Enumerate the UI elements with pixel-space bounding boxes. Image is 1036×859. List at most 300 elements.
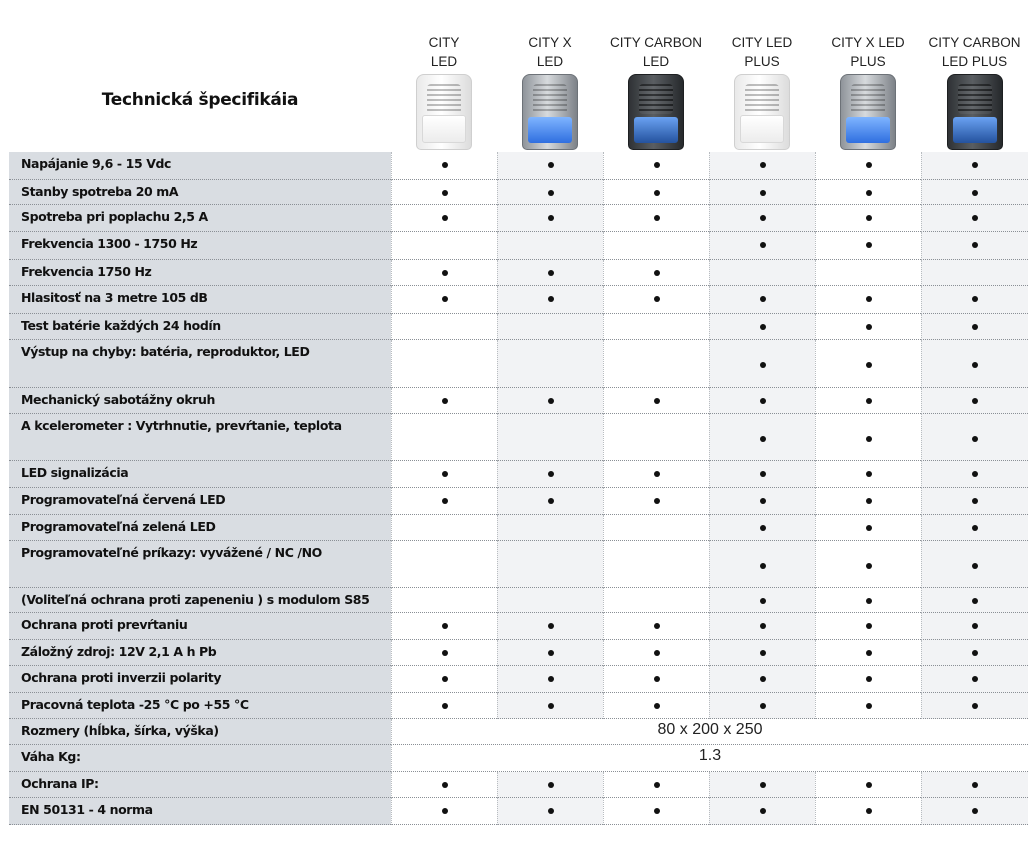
feature-cell: [709, 515, 815, 541]
feature-cell: [921, 180, 1028, 205]
feature-cell: [391, 180, 497, 205]
feature-cell: [815, 488, 921, 515]
table-row: [9, 588, 1028, 613]
feature-dot: [972, 362, 978, 368]
feature-dot: [442, 162, 448, 168]
feature-dot: [760, 162, 766, 168]
feature-dot: [972, 703, 978, 709]
feature-dot: [866, 162, 872, 168]
feature-dot: [548, 270, 554, 276]
feature-cell: [921, 205, 1028, 232]
feature-dot: [442, 190, 448, 196]
table-row: [9, 286, 1028, 314]
feature-cell: [603, 232, 709, 260]
feature-dot: [866, 650, 872, 656]
feature-cell: [603, 388, 709, 414]
feature-dot: [866, 362, 872, 368]
feature-cell: [497, 461, 603, 488]
row-label: Test batérie každých 24 hodín: [9, 314, 391, 340]
feature-dot: [972, 471, 978, 477]
row-label: Hlasitosť na 3 metre 105 dB: [9, 286, 391, 314]
feature-cell: [391, 286, 497, 314]
feature-cell: [709, 232, 815, 260]
feature-cell: [709, 488, 815, 515]
feature-cell: [815, 515, 921, 541]
feature-dot: [760, 436, 766, 442]
feature-cell: [603, 152, 709, 180]
column-header-line1: CITY X LED: [831, 35, 905, 50]
feature-cell: [709, 772, 815, 798]
feature-dot: [760, 324, 766, 330]
feature-cell: [391, 541, 497, 588]
feature-dot: [972, 650, 978, 656]
column-header-line2: LED PLUS: [941, 54, 1008, 69]
table-row: [9, 314, 1028, 340]
feature-dot: [866, 242, 872, 248]
flash-lens: [846, 117, 890, 143]
feature-dot: [442, 650, 448, 656]
feature-cell: [815, 340, 921, 388]
feature-cell: [603, 772, 709, 798]
flash-lens: [740, 115, 784, 143]
feature-cell: [815, 541, 921, 588]
table-row: [9, 461, 1028, 488]
feature-cell: [815, 286, 921, 314]
feature-cell: [815, 613, 921, 640]
feature-cell: [391, 388, 497, 414]
feature-dot: [654, 703, 660, 709]
feature-dot: [442, 808, 448, 814]
column-header-line1: CITY: [428, 35, 460, 50]
row-label: Spotreba pri poplachu 2,5 A: [9, 205, 391, 232]
row-label: Stanby spotreba 20 mA: [9, 180, 391, 205]
table-row: [9, 666, 1028, 693]
table-row: [9, 340, 1028, 388]
feature-dot: [654, 498, 660, 504]
feature-cell: [391, 340, 497, 388]
row-label: Frekvencia 1300 - 1750 Hz: [9, 232, 391, 260]
feature-cell: [603, 515, 709, 541]
table-row: [9, 152, 1028, 180]
column-header-line2: LED: [536, 54, 564, 69]
feature-cell: [921, 515, 1028, 541]
feature-dot: [760, 215, 766, 221]
feature-cell: [709, 461, 815, 488]
feature-cell: [391, 461, 497, 488]
column-header-line2: LED: [642, 54, 670, 69]
table-row: [9, 719, 1028, 745]
feature-cell: [815, 232, 921, 260]
feature-cell: [497, 488, 603, 515]
table-row: [9, 693, 1028, 719]
feature-cell: [709, 388, 815, 414]
table-row: [9, 388, 1028, 414]
feature-cell: [603, 340, 709, 388]
table-row: [9, 745, 1028, 772]
table-row: [9, 798, 1028, 825]
siren-product-image: [416, 74, 472, 150]
feature-cell: [603, 314, 709, 340]
feature-cell: [497, 340, 603, 388]
row-label: Pracovná teplota -25 °C po +55 °C: [9, 693, 391, 719]
feature-dot: [654, 162, 660, 168]
feature-cell: [815, 798, 921, 825]
feature-dot: [654, 296, 660, 302]
feature-dot: [548, 471, 554, 477]
flash-lens: [422, 115, 466, 143]
feature-cell: [497, 541, 603, 588]
table-row: [9, 488, 1028, 515]
feature-cell: [497, 314, 603, 340]
feature-cell: [603, 414, 709, 461]
siren-product-image: [840, 74, 896, 150]
merged-value-cell: 1.3: [391, 745, 1028, 772]
feature-cell: [709, 152, 815, 180]
feature-dot: [654, 398, 660, 404]
feature-cell: [603, 205, 709, 232]
feature-cell: [921, 693, 1028, 719]
table-row: [9, 205, 1028, 232]
feature-dot: [654, 270, 660, 276]
row-label: Programovateľná zelená LED: [9, 515, 391, 541]
feature-cell: [709, 414, 815, 461]
feature-cell: [815, 314, 921, 340]
feature-cell: [815, 640, 921, 666]
table-row: [9, 232, 1028, 260]
feature-cell: [391, 666, 497, 693]
feature-cell: [497, 640, 603, 666]
feature-cell: [391, 693, 497, 719]
feature-dot: [442, 676, 448, 682]
feature-cell: [497, 180, 603, 205]
feature-cell: [603, 613, 709, 640]
siren-product-image: [522, 74, 578, 150]
feature-cell: [391, 488, 497, 515]
feature-cell: [391, 772, 497, 798]
feature-dot: [866, 296, 872, 302]
row-label: Ochrana proti inverzii polarity: [9, 666, 391, 693]
feature-cell: [709, 588, 815, 613]
feature-cell: [709, 340, 815, 388]
row-label: Programovateľná červená LED: [9, 488, 391, 515]
feature-cell: [497, 515, 603, 541]
feature-dot: [972, 324, 978, 330]
feature-cell: [921, 260, 1028, 286]
row-label: Ochrana proti prevŕtaniu: [9, 613, 391, 640]
feature-cell: [921, 772, 1028, 798]
feature-cell: [497, 798, 603, 825]
feature-cell: [921, 666, 1028, 693]
feature-cell: [391, 515, 497, 541]
feature-dot: [760, 362, 766, 368]
feature-dot: [760, 190, 766, 196]
row-label: Programovateľné príkazy: vyvážené / NC /NO: [9, 541, 391, 588]
feature-dot: [548, 398, 554, 404]
feature-cell: [709, 613, 815, 640]
feature-dot: [548, 650, 554, 656]
feature-cell: [709, 286, 815, 314]
feature-cell: [921, 286, 1028, 314]
feature-cell: [709, 798, 815, 825]
table-row: [9, 640, 1028, 666]
feature-dot: [866, 215, 872, 221]
feature-cell: [709, 693, 815, 719]
feature-cell: [709, 314, 815, 340]
feature-cell: [603, 488, 709, 515]
page-title: Technická špecifikáia: [101, 90, 299, 110]
row-label: Rozmery (hĺbka, šírka, výška): [9, 719, 391, 745]
feature-cell: [815, 772, 921, 798]
feature-cell: [497, 666, 603, 693]
feature-cell: [815, 588, 921, 613]
siren-product-image: [628, 74, 684, 150]
feature-dot: [760, 398, 766, 404]
feature-cell: [603, 461, 709, 488]
table-row: [9, 414, 1028, 461]
feature-dot: [866, 324, 872, 330]
feature-cell: [921, 461, 1028, 488]
feature-dot: [760, 623, 766, 629]
feature-dot: [654, 782, 660, 788]
feature-cell: [815, 666, 921, 693]
feature-dot: [760, 703, 766, 709]
table-row: [9, 180, 1028, 205]
row-label: LED signalizácia: [9, 461, 391, 488]
column-header: [709, 33, 815, 71]
feature-cell: [815, 180, 921, 205]
flash-lens: [634, 117, 678, 143]
feature-dot: [866, 808, 872, 814]
feature-cell: [497, 613, 603, 640]
feature-dot: [654, 623, 660, 629]
feature-cell: [815, 414, 921, 461]
feature-cell: [603, 693, 709, 719]
row-label: EN 50131 - 4 norma: [9, 798, 391, 825]
feature-cell: [815, 693, 921, 719]
feature-dot: [654, 190, 660, 196]
column-header-line2: LED: [430, 54, 458, 69]
feature-cell: [391, 205, 497, 232]
feature-cell: [921, 388, 1028, 414]
feature-cell: [921, 152, 1028, 180]
flash-lens: [953, 117, 997, 143]
siren-product-image: [947, 74, 1003, 150]
feature-cell: [815, 260, 921, 286]
row-label: Záložný zdroj: 12V 2,1 A h Pb: [9, 640, 391, 666]
feature-cell: [603, 798, 709, 825]
feature-cell: [391, 152, 497, 180]
feature-dot: [654, 808, 660, 814]
feature-cell: [603, 666, 709, 693]
feature-dot: [548, 296, 554, 302]
feature-cell: [815, 388, 921, 414]
feature-cell: [391, 414, 497, 461]
feature-dot: [442, 471, 448, 477]
speaker-grille: [745, 84, 779, 114]
feature-cell: [921, 640, 1028, 666]
feature-dot: [442, 270, 448, 276]
feature-cell: [709, 640, 815, 666]
feature-cell: [921, 613, 1028, 640]
row-label: Výstup na chyby: batéria, reproduktor, LED: [9, 340, 391, 388]
feature-cell: [391, 260, 497, 286]
feature-dot: [548, 215, 554, 221]
feature-cell: [497, 772, 603, 798]
speaker-grille: [533, 84, 567, 114]
feature-dot: [866, 703, 872, 709]
feature-dot: [866, 436, 872, 442]
feature-dot: [442, 215, 448, 221]
feature-cell: [709, 260, 815, 286]
feature-cell: [603, 640, 709, 666]
feature-cell: [603, 286, 709, 314]
feature-dot: [866, 525, 872, 531]
feature-dot: [548, 162, 554, 168]
feature-dot: [442, 498, 448, 504]
feature-cell: [815, 461, 921, 488]
feature-cell: [603, 260, 709, 286]
feature-dot: [442, 782, 448, 788]
feature-dot: [866, 498, 872, 504]
feature-cell: [497, 414, 603, 461]
table-row: [9, 772, 1028, 798]
feature-dot: [972, 782, 978, 788]
feature-dot: [866, 398, 872, 404]
column-header: [815, 33, 921, 71]
table-row: [9, 613, 1028, 640]
column-header-line1: CITY LED: [731, 35, 793, 50]
feature-cell: [603, 588, 709, 613]
column-header-line1: CITY X: [528, 35, 572, 50]
feature-dot: [866, 598, 872, 604]
feature-dot: [654, 650, 660, 656]
feature-dot: [866, 563, 872, 569]
feature-dot: [972, 242, 978, 248]
feature-cell: [815, 205, 921, 232]
feature-dot: [972, 296, 978, 302]
row-label: A kcelerometer : Vytrhnutie, prevŕtanie, teplota: [9, 414, 391, 461]
feature-dot: [972, 190, 978, 196]
feature-dot: [760, 808, 766, 814]
feature-cell: [391, 588, 497, 613]
feature-cell: [497, 152, 603, 180]
feature-cell: [497, 232, 603, 260]
feature-cell: [391, 613, 497, 640]
feature-dot: [442, 296, 448, 302]
flash-lens: [528, 117, 572, 143]
feature-dot: [866, 190, 872, 196]
column-header: [497, 33, 603, 71]
feature-cell: [391, 640, 497, 666]
feature-cell: [709, 541, 815, 588]
feature-dot: [760, 676, 766, 682]
row-label: Mechanický sabotážny okruh: [9, 388, 391, 414]
feature-cell: [921, 488, 1028, 515]
speaker-grille: [958, 84, 992, 114]
feature-dot: [972, 525, 978, 531]
feature-cell: [391, 314, 497, 340]
column-header-line1: CITY CARBON: [928, 35, 1021, 50]
feature-dot: [760, 650, 766, 656]
siren-product-image: [734, 74, 790, 150]
feature-dot: [972, 623, 978, 629]
feature-dot: [760, 525, 766, 531]
merged-value-cell: 80 x 200 x 250: [391, 719, 1028, 745]
feature-dot: [654, 676, 660, 682]
row-label: Váha Kg:: [9, 745, 391, 772]
feature-dot: [866, 623, 872, 629]
feature-cell: [391, 798, 497, 825]
feature-cell: [391, 232, 497, 260]
feature-dot: [760, 598, 766, 604]
feature-dot: [972, 162, 978, 168]
feature-dot: [654, 215, 660, 221]
feature-cell: [921, 588, 1028, 613]
feature-dot: [442, 623, 448, 629]
column-header: [921, 33, 1028, 71]
feature-cell: [603, 541, 709, 588]
table-row: [9, 541, 1028, 588]
feature-cell: [921, 541, 1028, 588]
feature-dot: [866, 471, 872, 477]
feature-dot: [442, 703, 448, 709]
feature-cell: [497, 260, 603, 286]
feature-dot: [760, 296, 766, 302]
feature-dot: [760, 498, 766, 504]
table-row: [9, 260, 1028, 286]
feature-dot: [972, 808, 978, 814]
feature-dot: [760, 563, 766, 569]
feature-dot: [972, 436, 978, 442]
column-header-line2: PLUS: [744, 54, 780, 69]
feature-cell: [709, 180, 815, 205]
feature-cell: [497, 205, 603, 232]
feature-dot: [548, 623, 554, 629]
feature-cell: [921, 340, 1028, 388]
feature-dot: [972, 215, 978, 221]
row-label: Napájanie 9,6 - 15 Vdc: [9, 152, 391, 180]
feature-dot: [972, 563, 978, 569]
feature-dot: [760, 782, 766, 788]
speaker-grille: [427, 84, 461, 114]
column-header-line1: CITY CARBON: [609, 35, 702, 50]
feature-cell: [921, 414, 1028, 461]
column-header-line2: PLUS: [850, 54, 886, 69]
feature-dot: [548, 703, 554, 709]
row-label: Ochrana IP:: [9, 772, 391, 798]
feature-dot: [548, 782, 554, 788]
feature-dot: [972, 498, 978, 504]
feature-dot: [760, 242, 766, 248]
feature-dot: [548, 498, 554, 504]
feature-dot: [972, 598, 978, 604]
feature-cell: [709, 205, 815, 232]
feature-dot: [654, 471, 660, 477]
feature-dot: [972, 398, 978, 404]
feature-dot: [866, 676, 872, 682]
speaker-grille: [851, 84, 885, 114]
speaker-grille: [639, 84, 673, 114]
feature-dot: [760, 471, 766, 477]
feature-cell: [921, 314, 1028, 340]
feature-dot: [548, 190, 554, 196]
feature-cell: [921, 232, 1028, 260]
column-header: [391, 33, 497, 71]
table-row: [9, 515, 1028, 541]
column-header: [603, 33, 709, 71]
feature-dot: [548, 808, 554, 814]
row-label: Frekvencia 1750 Hz: [9, 260, 391, 286]
